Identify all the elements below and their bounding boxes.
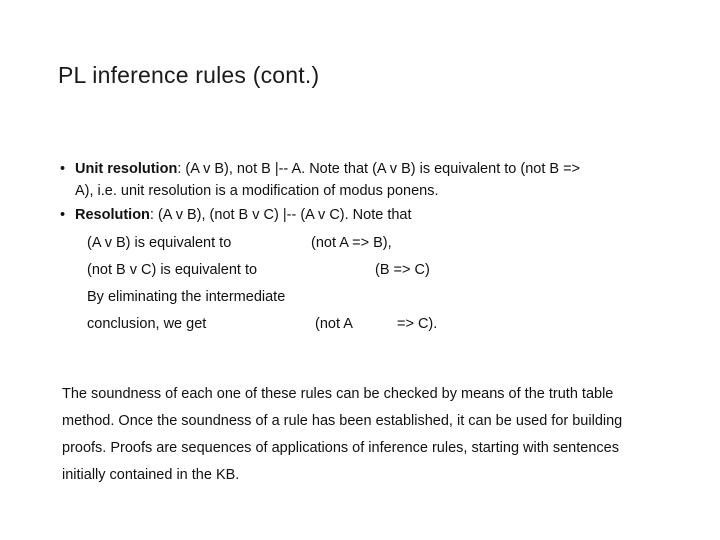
equivalence-left-1: (A v B) is equivalent to <box>87 235 232 251</box>
term-unit-resolution: Unit resolution <box>75 161 178 177</box>
unit-resolution-continuation: A), i.e. unit resolution is a modification of modus ponens. <box>75 183 439 199</box>
bullet-line <box>75 158 700 180</box>
term-colon: : <box>149 207 154 223</box>
bullet-dot-icon: • <box>60 161 66 177</box>
bullet-line <box>75 204 700 226</box>
conclusion-mid: (not A <box>315 316 353 332</box>
conclusion-left: conclusion, we get <box>87 316 207 332</box>
soundness-paragraph: The soundness of each one of these rules can be checked by means of the truth table method. Once the soundness of a rule has been established, it can be used for building proofs. Proofs are sequences of applications of inference rules, starting with sentences initially contained in the KB. <box>62 385 623 483</box>
slide-title: PL inference rules (cont.) <box>58 62 320 88</box>
term-resolution: Resolution <box>75 207 150 223</box>
equivalence-right-2: (B => C) <box>375 262 430 278</box>
eliminating-line: By eliminating the intermediate <box>87 289 286 305</box>
term-colon: : <box>177 161 182 177</box>
conclusion-right: => C). <box>397 316 438 332</box>
bullet-unit-resolution <box>60 158 700 202</box>
unit-resolution-text: (A v B), not B |-- A. Note that (A v B) is equivalent to (not B => <box>181 161 581 177</box>
bullet-dot-icon: • <box>60 207 66 223</box>
equivalence-right-1: (not A => B), <box>311 235 392 251</box>
bullet-resolution <box>60 204 700 226</box>
equivalence-left-2: (not B v C) is equivalent to <box>87 262 258 278</box>
resolution-text: (A v B), (not B v C) |-- (A v C). Note that <box>153 207 412 223</box>
